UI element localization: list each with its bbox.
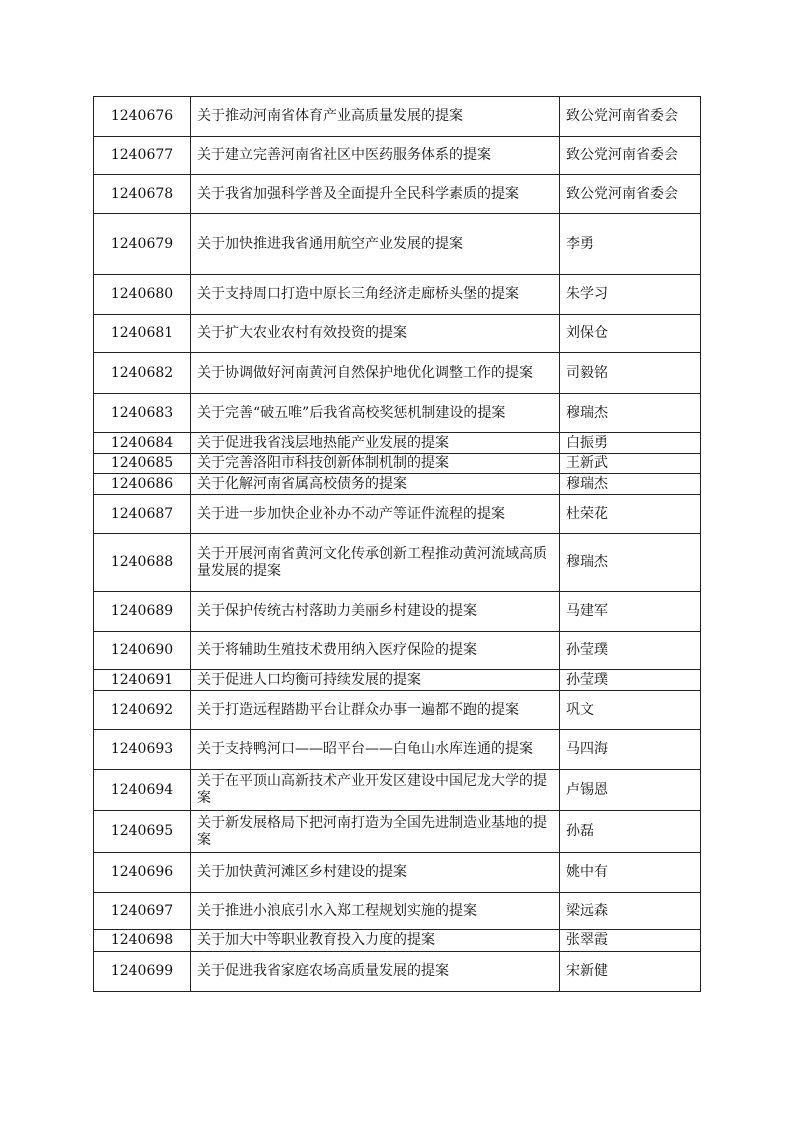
proposal-title: 关于完善洛阳市科技创新体制机制的提案 [191, 454, 560, 474]
table-row [94, 592, 701, 632]
table-row [94, 353, 701, 394]
proposal-title: 关于加快黄河滩区乡村建设的提案 [191, 853, 560, 893]
proposal-title: 关于我省加强科学普及全面提升全民科学素质的提案 [191, 175, 560, 214]
table-row [94, 853, 701, 893]
table-row [94, 670, 701, 691]
proposal-id: 1240677 [94, 137, 191, 175]
proposer-name: 张翠霞 [560, 930, 701, 952]
proposal-title: 关于促进我省家庭农场高质量发展的提案 [191, 952, 560, 992]
proposer-name: 朱学习 [560, 275, 701, 315]
table-row [94, 811, 701, 853]
proposer-name: 宋新健 [560, 952, 701, 992]
proposer-name: 李勇 [560, 214, 701, 275]
proposal-title: 关于扩大农业农村有效投资的提案 [191, 315, 560, 353]
proposal-id: 1240691 [94, 670, 191, 691]
proposer-name: 孙莹璞 [560, 632, 701, 670]
table-row [94, 632, 701, 670]
proposer-name: 致公党河南省委会 [560, 175, 701, 214]
proposal-title: 关于促进人口均衡可持续发展的提案 [191, 670, 560, 691]
proposal-title: 关于建立完善河南省社区中医药服务体系的提案 [191, 137, 560, 175]
proposal-id: 1240682 [94, 353, 191, 394]
proposal-id: 1240679 [94, 214, 191, 275]
proposer-name: 刘保仓 [560, 315, 701, 353]
proposal-title: 关于开展河南省黄河文化传承创新工程推动黄河流域高质量发展的提案 [191, 534, 560, 592]
proposal-id: 1240699 [94, 952, 191, 992]
proposal-table-body [94, 97, 701, 992]
table-row [94, 454, 701, 474]
proposal-title: 关于促进我省浅层地热能产业发展的提案 [191, 433, 560, 454]
proposal-id: 1240696 [94, 853, 191, 893]
proposal-title: 关于加快推进我省通用航空产业发展的提案 [191, 214, 560, 275]
table-row [94, 730, 701, 770]
proposal-title: 关于打造远程踏勘平台让群众办事一遍都不跑的提案 [191, 691, 560, 730]
proposal-title: 关于化解河南省属高校债务的提案 [191, 474, 560, 495]
table-row [94, 534, 701, 592]
table-row [94, 495, 701, 534]
table-row [94, 770, 701, 811]
proposal-title: 关于加大中等职业教育投入力度的提案 [191, 930, 560, 952]
proposer-name: 梁远森 [560, 893, 701, 930]
proposer-name: 穆瑞杰 [560, 474, 701, 495]
proposer-name: 马四海 [560, 730, 701, 770]
proposer-name: 孙磊 [560, 811, 701, 853]
proposal-title: 关于在平顶山高新技术产业开发区建设中国尼龙大学的提案 [191, 770, 560, 811]
proposal-id: 1240695 [94, 811, 191, 853]
proposal-id: 1240685 [94, 454, 191, 474]
proposer-name: 司毅铭 [560, 353, 701, 394]
table-row [94, 691, 701, 730]
proposal-id: 1240687 [94, 495, 191, 534]
proposer-name: 马建军 [560, 592, 701, 632]
proposal-title: 关于新发展格局下把河南打造为全国先进制造业基地的提案 [191, 811, 560, 853]
table-row [94, 175, 701, 214]
table-row [94, 137, 701, 175]
proposal-id: 1240698 [94, 930, 191, 952]
proposal-id: 1240683 [94, 394, 191, 433]
table-row [94, 315, 701, 353]
proposal-title: 关于支持周口打造中原长三角经济走廊桥头堡的提案 [191, 275, 560, 315]
proposer-name: 姚中有 [560, 853, 701, 893]
proposal-id: 1240684 [94, 433, 191, 454]
table-row [94, 893, 701, 930]
proposal-title: 关于保护传统古村落助力美丽乡村建设的提案 [191, 592, 560, 632]
proposal-id: 1240686 [94, 474, 191, 495]
proposal-title: 关于将辅助生殖技术费用纳入医疗保险的提案 [191, 632, 560, 670]
proposal-title: 关于推动河南省体育产业高质量发展的提案 [191, 97, 560, 137]
proposal-table [93, 96, 701, 992]
proposal-id: 1240689 [94, 592, 191, 632]
proposer-name: 穆瑞杰 [560, 534, 701, 592]
table-row [94, 214, 701, 275]
proposal-title: 关于推进小浪底引水入郑工程规划实施的提案 [191, 893, 560, 930]
proposer-name: 致公党河南省委会 [560, 137, 701, 175]
table-row [94, 952, 701, 992]
proposer-name: 孙莹璞 [560, 670, 701, 691]
proposal-id: 1240692 [94, 691, 191, 730]
proposal-id: 1240681 [94, 315, 191, 353]
proposer-name: 王新武 [560, 454, 701, 474]
proposal-id: 1240690 [94, 632, 191, 670]
proposal-id: 1240693 [94, 730, 191, 770]
proposer-name: 杜荣花 [560, 495, 701, 534]
proposer-name: 卢锡恩 [560, 770, 701, 811]
proposal-title: 关于完善“破五唯”后我省高校奖惩机制建设的提案 [191, 394, 560, 433]
proposal-id: 1240678 [94, 175, 191, 214]
proposal-id: 1240676 [94, 97, 191, 137]
table-row [94, 275, 701, 315]
table-row [94, 930, 701, 952]
proposal-id: 1240694 [94, 770, 191, 811]
proposer-name: 穆瑞杰 [560, 394, 701, 433]
table-row [94, 97, 701, 137]
table-row [94, 474, 701, 495]
proposal-id: 1240688 [94, 534, 191, 592]
table-row [94, 433, 701, 454]
proposal-title: 关于协调做好河南黄河自然保护地优化调整工作的提案 [191, 353, 560, 394]
table-row [94, 394, 701, 433]
proposer-name: 白振勇 [560, 433, 701, 454]
proposal-id: 1240697 [94, 893, 191, 930]
proposal-title: 关于进一步加快企业补办不动产等证件流程的提案 [191, 495, 560, 534]
proposal-id: 1240680 [94, 275, 191, 315]
proposer-name: 巩文 [560, 691, 701, 730]
proposal-title: 关于支持鸭河口——昭平台——白龟山水库连通的提案 [191, 730, 560, 770]
proposer-name: 致公党河南省委会 [560, 97, 701, 137]
